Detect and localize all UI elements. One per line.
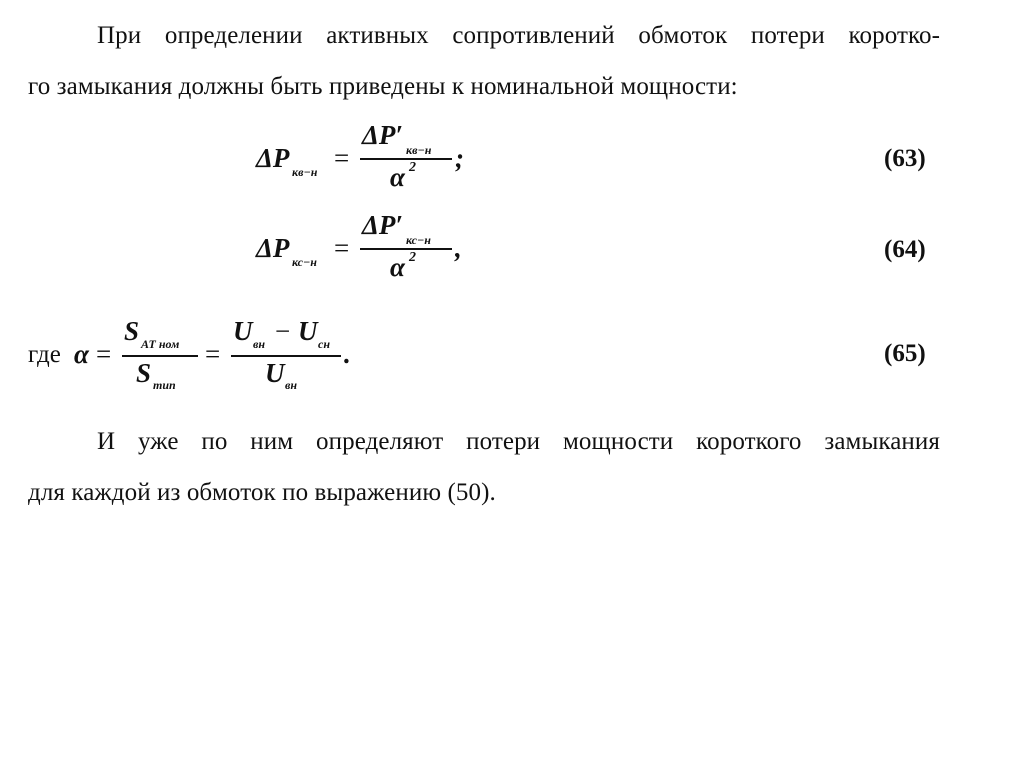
eq65-f1-numerator: S [124,316,140,346]
paragraph-1-line-2: го замыкания должны быть приведены к номинальной мощности: [28,73,738,100]
eq63-equals: = [334,143,350,173]
eq65-f1-denominator-subscript: тип [153,378,176,392]
eq65-f2-minus: − [275,316,291,346]
eq65-f2-numerator-a-subscript: вн [253,337,266,351]
eq63-denominator-exponent: 2 [409,160,416,175]
eq63-denominator: α [390,162,405,192]
eq65-f2-numerator-b-subscript: сн [318,337,330,351]
eq65-alpha: α [74,339,89,369]
eq63-fraction-bar [360,158,452,160]
eq63-numerator-subscript: кв−н [406,143,432,157]
paragraph-2-line-2: для каждой из обмоток по выражению (50). [28,479,496,506]
eq65-f1-numerator-subscript: АТ ном [141,337,180,351]
eq65-f1-fraction-bar [122,355,198,357]
eq65-equals-1: = [96,339,112,369]
eq65-prefix: где [28,341,61,368]
eq64-denominator: α [390,252,405,282]
eq65-f2-fraction-bar [231,355,341,357]
eq63-numerator: ΔP′ [362,120,404,150]
eq63-number: (63) [884,145,926,172]
eq65-f2-numerator-b: U [298,316,318,346]
eq65-f2-denominator-subscript: вн [285,378,298,392]
eq64-numerator-subscript: кс−н [406,233,431,247]
eq65-equals-2: = [205,339,221,369]
eq64-number: (64) [884,236,926,263]
eq64-numerator: ΔP′ [362,210,404,240]
eq65-f2-denominator: U [265,358,285,388]
eq64-fraction-bar [360,248,452,250]
eq65-tail: . [344,339,351,369]
eq65-number: (65) [884,340,926,367]
eq64-equals: = [334,233,350,263]
eq64-denominator-exponent: 2 [409,250,416,265]
eq63-lhs: ΔP [256,143,290,173]
paragraph-1-line-1: При определении активных сопротивлений обмоток потери коротко- [97,22,940,49]
paragraph-2-line-1: И уже по ним определяют потери мощности короткого замыкания [97,428,940,455]
eq64-tail: , [455,233,462,263]
eq65-f1-denominator: S [136,358,152,388]
eq63-tail: ; [455,143,464,173]
eq63-lhs-subscript: кв−н [292,165,318,179]
eq64-lhs: ΔP [256,233,290,263]
eq65-f2-numerator-a: U [233,316,253,346]
eq64-lhs-subscript: кс−н [292,255,317,269]
